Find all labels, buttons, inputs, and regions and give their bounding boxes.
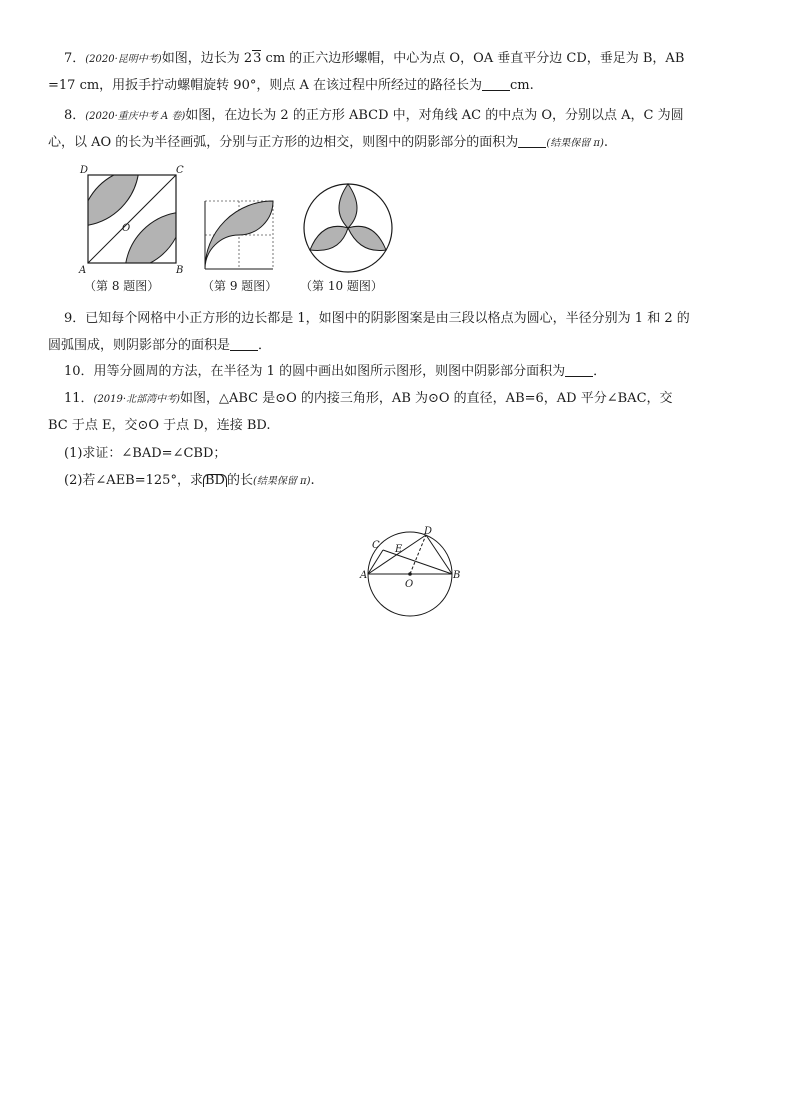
q7-text: 如图，边长为 2 (161, 51, 253, 66)
fig8-label-O: O (122, 223, 131, 234)
q9-line1 (64, 310, 764, 328)
fig11-label-C: C (372, 540, 380, 551)
q9-text: 圆弧围成，则阴影部分的面积是 (48, 338, 231, 353)
q11-text: BC 于点 E，交⊙O 于点 D，连接 BD. (48, 418, 271, 433)
q11-part2-text: 的长 (226, 473, 253, 488)
q8-line2 (48, 134, 748, 153)
figure-8 (76, 163, 188, 275)
q11-part1 (64, 445, 764, 463)
q11-arc-bd: BD (204, 473, 225, 488)
q8-note: (结果保留 π) (546, 138, 604, 149)
figure-10 (300, 180, 396, 276)
q11-part2-text: . (310, 473, 315, 488)
figure-11 (355, 526, 465, 618)
q7-unit: cm. (510, 78, 534, 93)
q8-text: 如图，在边长为 2 的正方形 ABCD 中，对角线 AC 的中点为 O，分别以点 A，C 为圆 (185, 108, 684, 123)
fig11-label-A: A (360, 570, 368, 581)
q10-answer-blank[interactable] (565, 364, 593, 377)
q8-number: 8． (64, 108, 86, 123)
fig8-label-C: C (176, 165, 184, 176)
q11-part2 (64, 472, 764, 491)
fig8-label-D: D (80, 165, 89, 176)
fig11-label-D: D (424, 526, 433, 537)
q11-line2 (48, 417, 748, 435)
q11-part2-text: (2)若∠AEB=125°，求 (64, 473, 203, 488)
q8-text: . (603, 135, 609, 150)
q9-text: 9．已知每个网格中小正方形的边长都是 1，如图中的阴影图案是由三段以格点为圆心，半径分别为 1 和 2 的 (64, 311, 690, 326)
fig9-caption: （第 9 题图） (202, 279, 278, 293)
q11-number: 11． (64, 391, 94, 406)
q7-number: 7． (64, 51, 86, 66)
fig8-caption: （第 8 题图） (84, 279, 160, 293)
q7-line1 (64, 50, 764, 69)
q10-text: 10．用等分圆周的方法，在半径为 1 的圆中画出如图所示图形，则图中阴影部分面积为 (64, 364, 566, 379)
fig8-label-A: A (79, 265, 87, 275)
fig10-caption: （第 10 题图） (300, 279, 383, 293)
fig11-label-B: B (453, 570, 461, 581)
fig11-label-E: E (395, 544, 403, 555)
q7-text: cm 的正六边形螺帽，中心为点 O，OA 垂直平分边 CD，垂足为 B，AB (261, 51, 685, 66)
q7-sqrt: 3 (253, 51, 262, 66)
q11-note: (结果保留 π) (252, 476, 311, 487)
fig11-label-O: O (405, 579, 414, 590)
q11-line1 (64, 390, 764, 409)
q9-text: ． (258, 338, 272, 353)
q10-line1 (64, 363, 764, 381)
q7-line2 (48, 77, 748, 95)
q8-answer-blank[interactable] (518, 135, 546, 148)
q7-text: =17 cm，用扳手拧动螺帽旋转 90°，则点 A 在该过程中所经过的路径长为 (48, 78, 483, 93)
q10-text: ． (593, 364, 607, 379)
q11-source: (2019·北部湾中考) (93, 394, 180, 405)
q7-answer-blank[interactable] (482, 78, 510, 91)
q9-answer-blank[interactable] (230, 338, 258, 351)
fig8-label-B: B (176, 265, 184, 275)
q9-line2 (48, 337, 748, 355)
q8-line1 (64, 107, 764, 126)
q11-part1-text: (1)求证：∠BAD=∠CBD； (64, 446, 227, 461)
q11-text: 如图，△ABC 是⊙O 的内接三角形，AB 为⊙O 的直径，AB=6，AD 平分∠BAC，交 (179, 391, 673, 406)
figure-9 (200, 196, 280, 276)
q8-source: (2020·重庆中考 A 卷) (85, 111, 186, 122)
q8-text: 心，以 AO 的长为半径画弧，分别与正方形的边相交，则图中的阴影部分的面积为 (48, 135, 519, 150)
q7-source: (2020·昆明中考) (85, 54, 162, 65)
